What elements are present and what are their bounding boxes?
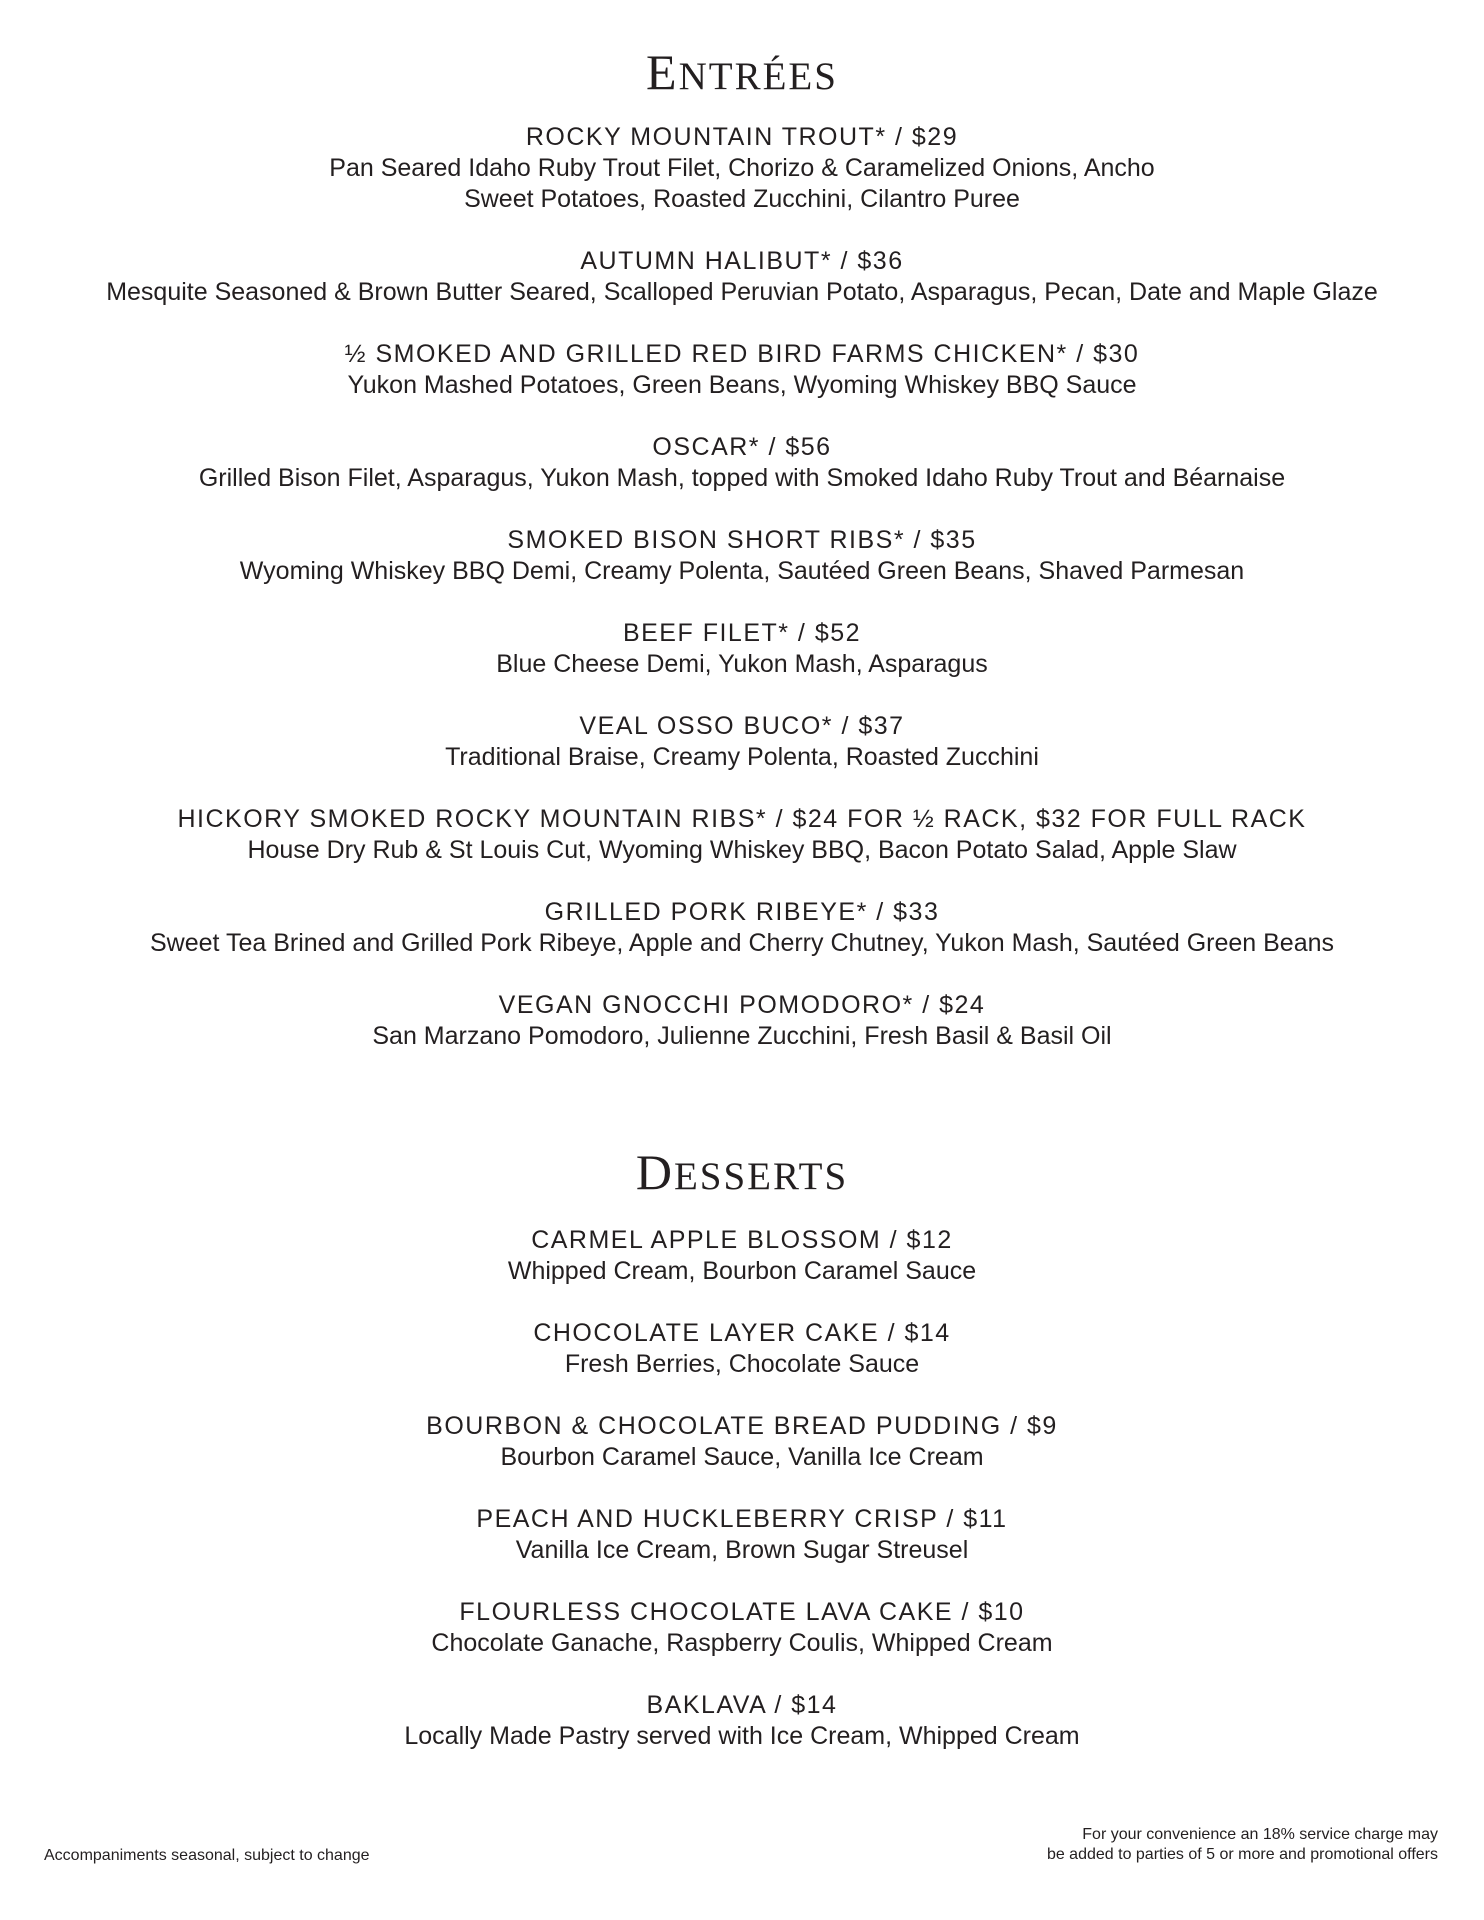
item-description: Blue Cheese Demi, Yukon Mash, Asparagus — [496, 650, 988, 678]
item-description: Pan Seared Idaho Ruby Trout Filet, Chorizo & Caramelized Onions, Ancho Sweet Potatoes, Roasted Zucchini, Cilantro Puree — [329, 154, 1155, 213]
item-name: AUTUMN HALIBUT* / $36 — [580, 247, 904, 275]
item-name: VEGAN GNOCCHI POMODORO* / $24 — [498, 991, 986, 1019]
item-description: House Dry Rub & St Louis Cut, Wyoming Whiskey BBQ, Bacon Potato Salad, Apple Slaw — [247, 836, 1237, 864]
menu-item — [0, 432, 1484, 494]
menu-item — [0, 1318, 1484, 1380]
item-description: Chocolate Ganache, Raspberry Coulis, Whipped Cream — [431, 1629, 1053, 1657]
footer-service-charge-note — [918, 1825, 1438, 1865]
item-name: CHOCOLATE LAYER CAKE / $14 — [533, 1319, 951, 1347]
item-description: San Marzano Pomodoro, Julienne Zucchini, Fresh Basil & Basil Oil — [372, 1022, 1112, 1050]
item-description: Traditional Braise, Creamy Polenta, Roasted Zucchini — [445, 743, 1039, 771]
item-name: ½ SMOKED AND GRILLED RED BIRD FARMS CHICKEN* / $30 — [344, 340, 1140, 368]
desserts-heading: DESSERTS — [635, 1144, 849, 1200]
item-name: ROCKY MOUNTAIN TROUT* / $29 — [525, 123, 959, 151]
item-name: BAKLAVA / $14 — [646, 1691, 838, 1719]
item-description: Locally Made Pastry served with Ice Cream, Whipped Cream — [404, 1722, 1080, 1750]
item-description: Wyoming Whiskey BBQ Demi, Creamy Polenta, Sautéed Green Beans, Shaved Parmesan — [239, 557, 1245, 585]
footer-seasonal-note: Accompaniments seasonal, subject to change — [44, 1847, 370, 1864]
item-description: Fresh Berries, Chocolate Sauce — [564, 1350, 920, 1378]
menu-item — [0, 525, 1484, 587]
menu-item — [0, 1225, 1484, 1287]
menu-item — [0, 1597, 1484, 1659]
item-description: Sweet Tea Brined and Grilled Pork Ribeye, Apple and Cherry Chutney, Yukon Mash, Sautéed Green Beans — [149, 929, 1335, 957]
item-description: Yukon Mashed Potatoes, Green Beans, Wyoming Whiskey BBQ Sauce — [347, 371, 1137, 399]
item-name: PEACH AND HUCKLEBERRY CRISP / $11 — [476, 1505, 1008, 1533]
item-description: Mesquite Seasoned & Brown Butter Seared, Scalloped Peruvian Potato, Asparagus, Pecan, Date and Maple Glaze — [106, 278, 1378, 306]
menu-item — [0, 990, 1484, 1052]
item-name: CARMEL APPLE BLOSSOM / $12 — [531, 1226, 953, 1254]
item-description: Bourbon Caramel Sauce, Vanilla Ice Cream — [500, 1443, 984, 1471]
desserts-list — [0, 1225, 1484, 1783]
menu-item — [0, 246, 1484, 308]
item-name: HICKORY SMOKED ROCKY MOUNTAIN RIBS* / $24 FOR ½ RACK, $32 FOR FULL RACK — [177, 805, 1307, 833]
item-name: BEEF FILET* / $52 — [622, 619, 862, 647]
item-name: SMOKED BISON SHORT RIBS* / $35 — [507, 526, 977, 554]
entrees-heading: ENTRÉES — [646, 44, 838, 100]
menu-item — [0, 711, 1484, 773]
menu-item — [0, 339, 1484, 401]
footer-service-charge-line: be added to parties of 5 or more and promotional offers — [1046, 1846, 1438, 1863]
menu-item — [0, 897, 1484, 959]
entrees-list — [0, 122, 1484, 1083]
menu-item — [0, 1411, 1484, 1473]
menu-item — [0, 618, 1484, 680]
item-name: VEAL OSSO BUCO* / $37 — [579, 712, 905, 740]
item-name: GRILLED PORK RIBEYE* / $33 — [544, 898, 940, 926]
menu-item — [0, 804, 1484, 866]
menu-item — [0, 1690, 1484, 1752]
item-name: OSCAR* / $56 — [652, 433, 832, 461]
item-description: Grilled Bison Filet, Asparagus, Yukon Mash, topped with Smoked Idaho Ruby Trout and Béarnaise — [198, 464, 1286, 492]
item-description: Whipped Cream, Bourbon Caramel Sauce — [507, 1257, 977, 1285]
footer-service-charge-line: For your convenience an 18% service charge may — [1082, 1826, 1438, 1843]
item-name: BOURBON & CHOCOLATE BREAD PUDDING / $9 — [426, 1412, 1058, 1440]
item-name: FLOURLESS CHOCOLATE LAVA CAKE / $10 — [459, 1598, 1025, 1626]
menu-item — [0, 1504, 1484, 1566]
item-description: Vanilla Ice Cream, Brown Sugar Streusel — [515, 1536, 969, 1564]
menu-item — [0, 122, 1484, 215]
